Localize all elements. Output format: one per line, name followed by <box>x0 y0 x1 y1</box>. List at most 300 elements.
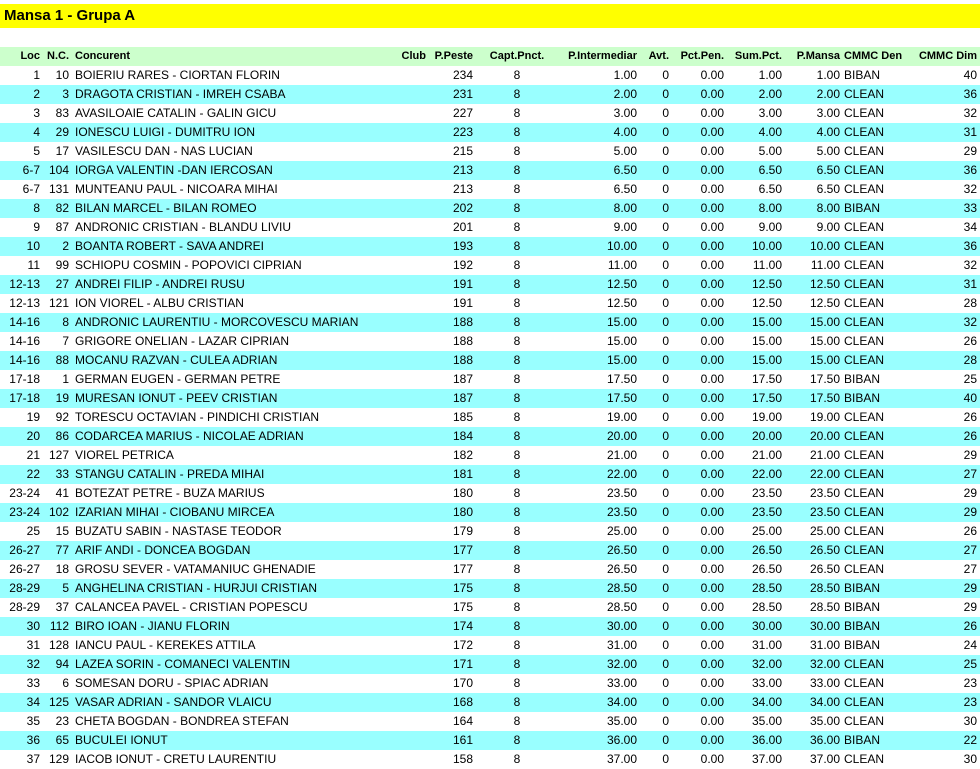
cell-loc: 28-29 <box>9 600 40 614</box>
cell-capt-pnct: 8 <box>513 429 521 443</box>
cell-avt: 0 <box>662 581 669 595</box>
cell-sum-pct: 28.50 <box>751 581 782 595</box>
cell-p-peste: 180 <box>452 505 473 519</box>
cell-avt: 0 <box>662 87 669 101</box>
table-row <box>0 199 980 218</box>
cell-capt-pnct: 8 <box>513 163 521 177</box>
cell-sum-pct: 17.50 <box>751 391 782 405</box>
cell-capt-pnct: 8 <box>513 448 521 462</box>
cell-pct-pen: 0.00 <box>700 543 724 557</box>
cell-loc: 14-16 <box>9 315 40 329</box>
cell-cmmc-den: CLEAN <box>844 239 885 253</box>
cell-p-intermediar: 15.00 <box>606 353 637 367</box>
cell-p-peste: 168 <box>452 695 473 709</box>
cell-cmmc-dim: 22 <box>963 733 977 747</box>
cell-p-intermediar: 23.50 <box>606 505 637 519</box>
cell-pct-pen: 0.00 <box>700 68 724 82</box>
cell-cmmc-den: CLEAN <box>844 258 885 272</box>
cell-avt: 0 <box>662 353 669 367</box>
cell-club <box>398 712 430 731</box>
cell-loc: 1 <box>33 68 40 82</box>
cell-club <box>398 161 430 180</box>
cell-capt-pnct: 8 <box>513 657 521 671</box>
cell-capt-pnct: 8 <box>513 619 521 633</box>
cell-capt-pnct: 8 <box>513 733 521 747</box>
cell-capt-pnct: 8 <box>513 638 521 652</box>
table-row <box>0 693 980 712</box>
cell-capt-pnct: 8 <box>513 334 521 348</box>
cell-nc: 15 <box>55 524 69 538</box>
cell-capt-pnct: 8 <box>513 676 521 690</box>
cell-nc: 99 <box>55 258 69 272</box>
cell-concurent: VASILESCU DAN - NAS LUCIAN <box>75 144 253 158</box>
table-row <box>0 465 980 484</box>
cell-club <box>398 674 430 693</box>
cell-p-mansa: 6.50 <box>816 163 840 177</box>
cell-concurent: MURESAN IONUT - PEEV CRISTIAN <box>75 391 278 405</box>
cell-concurent: GRIGORE ONELIAN - LAZAR CIPRIAN <box>75 334 290 348</box>
cell-club <box>398 237 430 256</box>
cell-loc: 17-18 <box>9 391 40 405</box>
cell-loc: 35 <box>26 714 40 728</box>
cell-cmmc-dim: 26 <box>963 410 977 424</box>
cell-cmmc-dim: 36 <box>963 163 977 177</box>
cell-club <box>398 750 430 769</box>
cell-p-intermediar: 4.00 <box>613 125 637 139</box>
cell-sum-pct: 15.00 <box>751 315 782 329</box>
cell-avt: 0 <box>662 201 669 215</box>
cell-concurent: IACOB IONUT - CRETU LAURENTIU <box>75 752 277 766</box>
cell-cmmc-dim: 26 <box>963 429 977 443</box>
cell-cmmc-den: CLEAN <box>844 125 885 139</box>
cell-concurent: BOTEZAT PETRE - BUZA MARIUS <box>75 486 265 500</box>
cell-avt: 0 <box>662 505 669 519</box>
cell-cmmc-den: CLEAN <box>844 657 885 671</box>
cell-p-intermediar: 2.00 <box>613 87 637 101</box>
cell-p-peste: 191 <box>452 277 473 291</box>
cell-club <box>398 598 430 617</box>
cell-nc: 83 <box>55 106 69 120</box>
cell-pct-pen: 0.00 <box>700 410 724 424</box>
cell-club <box>398 275 430 294</box>
cell-cmmc-den: CLEAN <box>844 562 885 576</box>
cell-p-peste: 158 <box>452 752 473 766</box>
cell-club <box>398 199 430 218</box>
cell-nc: 131 <box>48 182 69 196</box>
cell-capt-pnct: 8 <box>513 106 521 120</box>
cell-club <box>398 465 430 484</box>
cell-concurent: IONESCU LUIGI - DUMITRU ION <box>75 125 256 139</box>
cell-p-intermediar: 25.00 <box>606 524 637 538</box>
cell-p-intermediar: 22.00 <box>606 467 637 481</box>
cell-cmmc-den: CLEAN <box>844 410 885 424</box>
table-row <box>0 256 980 275</box>
table-row <box>0 218 980 237</box>
cell-avt: 0 <box>662 429 669 443</box>
cell-cmmc-den: CLEAN <box>844 448 885 462</box>
cell-sum-pct: 1.00 <box>758 68 782 82</box>
cell-pct-pen: 0.00 <box>700 619 724 633</box>
cell-nc: 18 <box>55 562 69 576</box>
cell-p-intermediar: 8.00 <box>613 201 637 215</box>
cell-nc: 127 <box>48 448 69 462</box>
cell-cmmc-dim: 27 <box>963 562 977 576</box>
cell-sum-pct: 34.00 <box>751 695 782 709</box>
cell-sum-pct: 12.50 <box>751 296 782 310</box>
cell-club <box>398 541 430 560</box>
cell-nc: 65 <box>55 733 69 747</box>
cell-avt: 0 <box>662 600 669 614</box>
cell-nc: 7 <box>62 334 69 348</box>
cell-p-mansa: 34.00 <box>809 695 840 709</box>
cell-sum-pct: 8.00 <box>758 201 782 215</box>
cell-avt: 0 <box>662 733 669 747</box>
cell-club <box>398 66 430 85</box>
cell-sum-pct: 15.00 <box>751 353 782 367</box>
cell-loc: 3 <box>33 106 40 120</box>
cell-loc: 14-16 <box>9 334 40 348</box>
cell-concurent: GERMAN EUGEN - GERMAN PETRE <box>75 372 281 386</box>
cell-sum-pct: 31.00 <box>751 638 782 652</box>
cell-cmmc-den: CLEAN <box>844 334 885 348</box>
cell-p-mansa: 21.00 <box>809 448 840 462</box>
cell-capt-pnct: 8 <box>513 486 521 500</box>
table-row <box>0 275 980 294</box>
cell-cmmc-dim: 29 <box>963 581 977 595</box>
cell-concurent: IZARIAN MIHAI - CIOBANU MIRCEA <box>75 505 275 519</box>
cell-sum-pct: 32.00 <box>751 657 782 671</box>
cell-p-intermediar: 20.00 <box>606 429 637 443</box>
cell-cmmc-dim: 26 <box>963 619 977 633</box>
cell-p-intermediar: 6.50 <box>613 163 637 177</box>
table-row <box>0 674 980 693</box>
table-row <box>0 712 980 731</box>
cell-sum-pct: 36.00 <box>751 733 782 747</box>
cell-loc: 6-7 <box>22 163 40 177</box>
cell-concurent: BILAN MARCEL - BILAN ROMEO <box>75 201 257 215</box>
cell-p-intermediar: 5.00 <box>613 144 637 158</box>
cell-avt: 0 <box>662 391 669 405</box>
cell-pct-pen: 0.00 <box>700 353 724 367</box>
cell-capt-pnct: 8 <box>513 543 521 557</box>
cell-cmmc-dim: 27 <box>963 467 977 481</box>
column-header-p-intermediar: P.Intermediar <box>568 50 637 62</box>
cell-capt-pnct: 8 <box>513 144 521 158</box>
cell-p-mansa: 23.50 <box>809 486 840 500</box>
results-body <box>0 66 980 769</box>
cell-capt-pnct: 8 <box>513 562 521 576</box>
cell-avt: 0 <box>662 372 669 386</box>
cell-sum-pct: 15.00 <box>751 334 782 348</box>
cell-sum-pct: 22.00 <box>751 467 782 481</box>
cell-nc: 92 <box>55 410 69 424</box>
cell-cmmc-den: CLEAN <box>844 524 885 538</box>
cell-concurent: GROSU SEVER - VATAMANIUC GHENADIE <box>75 562 316 576</box>
cell-concurent: CODARCEA MARIUS - NICOLAE ADRIAN <box>75 429 304 443</box>
cell-p-peste: 213 <box>452 182 473 196</box>
cell-pct-pen: 0.00 <box>700 163 724 177</box>
cell-p-mansa: 2.00 <box>816 87 840 101</box>
cell-avt: 0 <box>662 619 669 633</box>
cell-p-intermediar: 32.00 <box>606 657 637 671</box>
cell-nc: 33 <box>55 467 69 481</box>
cell-p-peste: 171 <box>452 657 473 671</box>
cell-avt: 0 <box>662 695 669 709</box>
cell-p-peste: 191 <box>452 296 473 310</box>
column-header-cmmc-dim: CMMC Dim <box>918 50 977 62</box>
cell-club <box>398 123 430 142</box>
cell-loc: 4 <box>33 125 40 139</box>
cell-concurent: BOANTA ROBERT - SAVA ANDREI <box>75 239 264 253</box>
cell-p-intermediar: 26.50 <box>606 562 637 576</box>
cell-capt-pnct: 8 <box>513 752 521 766</box>
cell-cmmc-dim: 29 <box>963 448 977 462</box>
cell-p-intermediar: 23.50 <box>606 486 637 500</box>
page-title: Mansa 1 - Grupa A <box>0 4 980 28</box>
table-row <box>0 104 980 123</box>
cell-cmmc-den: BIBAN <box>844 733 881 747</box>
cell-capt-pnct: 8 <box>513 505 521 519</box>
cell-sum-pct: 35.00 <box>751 714 782 728</box>
cell-p-mansa: 25.00 <box>809 524 840 538</box>
cell-cmmc-den: CLEAN <box>844 353 885 367</box>
table-row <box>0 579 980 598</box>
cell-p-mansa: 15.00 <box>809 315 840 329</box>
cell-p-peste: 161 <box>452 733 473 747</box>
cell-cmmc-dim: 30 <box>963 714 977 728</box>
table-row <box>0 142 980 161</box>
table-row <box>0 541 980 560</box>
cell-loc: 36 <box>26 733 40 747</box>
cell-p-mansa: 36.00 <box>809 733 840 747</box>
table-row <box>0 750 980 769</box>
cell-p-intermediar: 6.50 <box>613 182 637 196</box>
cell-cmmc-dim: 23 <box>963 695 977 709</box>
cell-p-mansa: 17.50 <box>809 372 840 386</box>
cell-cmmc-den: CLEAN <box>844 505 885 519</box>
table-row <box>0 85 980 104</box>
cell-cmmc-dim: 28 <box>963 353 977 367</box>
cell-cmmc-den: BIBAN <box>844 619 881 633</box>
cell-capt-pnct: 8 <box>513 315 521 329</box>
table-row <box>0 503 980 522</box>
cell-cmmc-dim: 26 <box>963 334 977 348</box>
cell-pct-pen: 0.00 <box>700 315 724 329</box>
table-row <box>0 313 980 332</box>
cell-p-mansa: 15.00 <box>809 353 840 367</box>
cell-nc: 125 <box>48 695 69 709</box>
cell-p-mansa: 3.00 <box>816 106 840 120</box>
cell-capt-pnct: 8 <box>513 372 521 386</box>
cell-sum-pct: 6.50 <box>758 182 782 196</box>
cell-p-peste: 192 <box>452 258 473 272</box>
cell-nc: 10 <box>55 68 69 82</box>
cell-cmmc-den: CLEAN <box>844 163 885 177</box>
cell-p-mansa: 17.50 <box>809 391 840 405</box>
cell-club <box>398 256 430 275</box>
cell-loc: 25 <box>26 524 40 538</box>
cell-sum-pct: 3.00 <box>758 106 782 120</box>
cell-cmmc-den: CLEAN <box>844 87 885 101</box>
cell-loc: 26-27 <box>9 543 40 557</box>
cell-nc: 102 <box>48 505 69 519</box>
cell-p-mansa: 28.50 <box>809 581 840 595</box>
cell-cmmc-den: BIBAN <box>844 600 881 614</box>
cell-nc: 94 <box>55 657 69 671</box>
cell-cmmc-dim: 23 <box>963 676 977 690</box>
cell-nc: 86 <box>55 429 69 443</box>
cell-capt-pnct: 8 <box>513 467 521 481</box>
cell-pct-pen: 0.00 <box>700 657 724 671</box>
cell-loc: 9 <box>33 220 40 234</box>
cell-concurent: ANDREI FILIP - ANDREI RUSU <box>75 277 245 291</box>
cell-p-intermediar: 34.00 <box>606 695 637 709</box>
cell-cmmc-dim: 34 <box>963 220 977 234</box>
cell-loc: 11 <box>27 258 40 272</box>
cell-p-mansa: 30.00 <box>809 619 840 633</box>
cell-p-peste: 187 <box>452 372 473 386</box>
cell-cmmc-den: BIBAN <box>844 391 881 405</box>
cell-sum-pct: 23.50 <box>751 505 782 519</box>
cell-avt: 0 <box>662 638 669 652</box>
cell-avt: 0 <box>662 410 669 424</box>
cell-concurent: AVASILOAIE CATALIN - GALIN GICU <box>75 106 277 120</box>
cell-sum-pct: 11.00 <box>752 258 782 272</box>
cell-avt: 0 <box>662 676 669 690</box>
cell-concurent: BOIERIU RARES - CIORTAN FLORIN <box>75 68 280 82</box>
cell-p-intermediar: 12.50 <box>606 277 637 291</box>
cell-capt-pnct: 8 <box>513 600 521 614</box>
cell-cmmc-dim: 32 <box>963 258 977 272</box>
cell-loc: 12-13 <box>9 296 40 310</box>
cell-loc: 23-24 <box>9 486 40 500</box>
cell-cmmc-dim: 32 <box>963 182 977 196</box>
cell-p-intermediar: 28.50 <box>606 581 637 595</box>
cell-concurent: IORGA VALENTIN -DAN IERCOSAN <box>75 163 273 177</box>
table-row <box>0 123 980 142</box>
cell-p-intermediar: 12.50 <box>606 296 637 310</box>
cell-nc: 88 <box>55 353 69 367</box>
cell-p-intermediar: 36.00 <box>606 733 637 747</box>
cell-avt: 0 <box>662 486 669 500</box>
cell-club <box>398 503 430 522</box>
cell-pct-pen: 0.00 <box>700 201 724 215</box>
cell-capt-pnct: 8 <box>513 353 521 367</box>
cell-p-peste: 174 <box>452 619 473 633</box>
cell-p-peste: 188 <box>452 353 473 367</box>
cell-p-peste: 227 <box>452 106 473 120</box>
cell-nc: 3 <box>62 87 69 101</box>
cell-cmmc-den: CLEAN <box>844 676 885 690</box>
cell-avt: 0 <box>662 277 669 291</box>
cell-cmmc-den: CLEAN <box>844 714 885 728</box>
cell-sum-pct: 17.50 <box>751 372 782 386</box>
table-row <box>0 370 980 389</box>
cell-pct-pen: 0.00 <box>700 562 724 576</box>
cell-p-intermediar: 30.00 <box>606 619 637 633</box>
cell-sum-pct: 19.00 <box>751 410 782 424</box>
cell-cmmc-den: CLEAN <box>844 752 885 766</box>
cell-p-mansa: 37.00 <box>809 752 840 766</box>
cell-nc: 2 <box>62 239 69 253</box>
cell-p-peste: 213 <box>452 163 473 177</box>
table-row <box>0 636 980 655</box>
cell-p-mansa: 4.00 <box>816 125 840 139</box>
cell-cmmc-den: CLEAN <box>844 695 885 709</box>
cell-sum-pct: 37.00 <box>751 752 782 766</box>
cell-pct-pen: 0.00 <box>700 296 724 310</box>
cell-p-peste: 187 <box>452 391 473 405</box>
cell-loc: 17-18 <box>9 372 40 386</box>
cell-p-mansa: 26.50 <box>809 543 840 557</box>
cell-nc: 19 <box>55 391 69 405</box>
cell-club <box>398 446 430 465</box>
cell-p-mansa: 33.00 <box>809 676 840 690</box>
table-row <box>0 617 980 636</box>
cell-loc: 6-7 <box>22 182 40 196</box>
cell-concurent: SOMESAN DORU - SPIAC ADRIAN <box>75 676 269 690</box>
cell-concurent: BUZATU SABIN - NASTASE TEODOR <box>75 524 282 538</box>
cell-cmmc-dim: 29 <box>963 486 977 500</box>
cell-concurent: MUNTEANU PAUL - NICOARA MIHAI <box>75 182 278 196</box>
cell-p-peste: 231 <box>452 87 473 101</box>
cell-p-mansa: 11.00 <box>810 258 840 272</box>
cell-sum-pct: 10.00 <box>751 239 782 253</box>
cell-club <box>398 617 430 636</box>
table-row <box>0 522 980 541</box>
cell-nc: 82 <box>55 201 69 215</box>
cell-cmmc-dim: 32 <box>963 106 977 120</box>
cell-club <box>398 180 430 199</box>
cell-capt-pnct: 8 <box>513 220 521 234</box>
cell-nc: 121 <box>48 296 69 310</box>
cell-p-peste: 175 <box>452 581 473 595</box>
cell-p-mansa: 8.00 <box>816 201 840 215</box>
cell-loc: 8 <box>33 201 40 215</box>
cell-cmmc-den: BIBAN <box>844 68 881 82</box>
cell-concurent: ANDRONIC LAURENTIU - MORCOVESCU MARIAN <box>75 315 359 329</box>
cell-cmmc-dim: 27 <box>963 543 977 557</box>
cell-cmmc-den: BIBAN <box>844 372 881 386</box>
cell-cmmc-dim: 36 <box>963 239 977 253</box>
cell-pct-pen: 0.00 <box>700 505 724 519</box>
cell-avt: 0 <box>662 657 669 671</box>
cell-loc: 23-24 <box>9 505 40 519</box>
cell-sum-pct: 30.00 <box>751 619 782 633</box>
cell-p-peste: 188 <box>452 315 473 329</box>
cell-p-mansa: 5.00 <box>816 144 840 158</box>
cell-avt: 0 <box>662 258 669 272</box>
cell-p-peste: 179 <box>452 524 473 538</box>
cell-capt-pnct: 8 <box>513 201 521 215</box>
cell-club <box>398 484 430 503</box>
table-row <box>0 655 980 674</box>
cell-cmmc-dim: 29 <box>963 144 977 158</box>
cell-capt-pnct: 8 <box>513 714 521 728</box>
cell-capt-pnct: 8 <box>513 182 521 196</box>
cell-nc: 104 <box>48 163 69 177</box>
cell-club <box>398 655 430 674</box>
cell-p-peste: 170 <box>452 676 473 690</box>
cell-cmmc-dim: 31 <box>963 277 977 291</box>
cell-nc: 112 <box>49 619 69 633</box>
cell-avt: 0 <box>662 68 669 82</box>
cell-nc: 6 <box>62 676 69 690</box>
cell-capt-pnct: 8 <box>513 695 521 709</box>
cell-loc: 28-29 <box>9 581 40 595</box>
column-header-p-mansa: P.Mansa <box>796 50 840 62</box>
cell-avt: 0 <box>662 714 669 728</box>
